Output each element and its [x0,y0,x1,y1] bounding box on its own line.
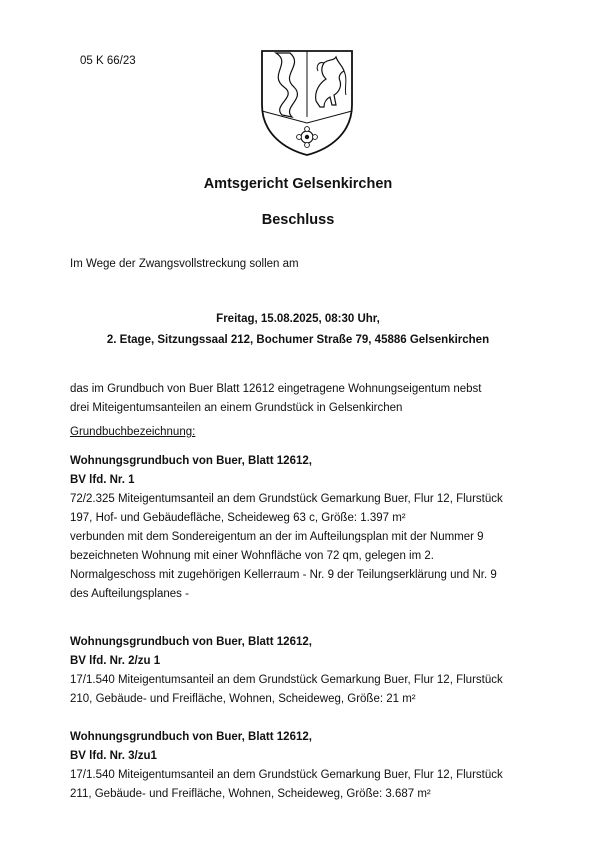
text-line: das im Grundbuch von Buer Blatt 12612 eingetragene Wohnungseigentum nebst [70,383,482,395]
text-line: drei Miteigentumsanteilen an einem Grundstück in Gelsenkirchen [70,402,403,414]
object-description [70,380,540,418]
entry-subtitle: BV lfd. Nr. 2/zu 1 [70,655,161,667]
text-line: 17/1.540 Miteigentumsanteil an dem Grundstück Gemarkung Buer, Flur 12, Flurstück [70,674,503,686]
grundbuch-entry [70,452,540,604]
intro-text: Im Wege der Zwangsvollstreckung sollen am [70,258,299,270]
text-line: 211, Gebäude- und Freifläche, Wohnen, Scheideweg, Größe: 3.687 m² [70,788,431,800]
court-name: Amtsgericht Gelsenkirchen [203,176,393,192]
grundbuch-heading: Grundbuchbezeichnung: [70,426,196,438]
text-line: verbunden mit dem Sondereigentum an der im Aufteilungsplan mit der Nummer 9 [70,531,484,543]
document-title: Beschluss [261,212,335,228]
grundbuch-entry [70,728,540,804]
entry-subtitle: BV lfd. Nr. 1 [70,474,135,486]
text-line: 197, Hof- und Gebäudefläche, Scheideweg 63 c, Größe: 1.397 m² [70,512,406,524]
case-number: 05 K 66/23 [80,55,136,67]
text-line: 17/1.540 Miteigentumsanteil an dem Grundstück Gemarkung Buer, Flur 12, Flurstück [70,769,503,781]
text-line: 72/2.325 Miteigentumsanteil an dem Grundstück Gemarkung Buer, Flur 12, Flurstück [70,493,503,505]
appointment-location: 2. Etage, Sitzungssaal 212, Bochumer Straße 79, 45886 Gelsenkirchen [106,334,490,346]
text-line: bezeichneten Wohnung mit einer Wohnfläche von 72 qm, gelegen im 2. [70,550,434,562]
coat-of-arms-icon [258,45,356,157]
entry-title: Wohnungsgrundbuch von Buer, Blatt 12612, [70,636,312,648]
text-line: 210, Gebäude- und Freifläche, Wohnen, Scheideweg, Größe: 21 m² [70,693,416,705]
appointment-block [0,309,596,351]
text-line: Normalgeschoss mit zugehörigen Kellerraum - Nr. 9 der Teilungserklärung und Nr. 9 [70,569,497,581]
appointment-date: Freitag, 15.08.2025, 08:30 Uhr, [216,313,380,325]
entry-title: Wohnungsgrundbuch von Buer, Blatt 12612, [70,731,312,743]
entry-title: Wohnungsgrundbuch von Buer, Blatt 12612, [70,455,312,467]
text-line: des Aufteilungsplanes - [70,588,189,600]
grundbuch-entry [70,633,540,709]
entry-subtitle: BV lfd. Nr. 3/zu1 [70,750,157,762]
